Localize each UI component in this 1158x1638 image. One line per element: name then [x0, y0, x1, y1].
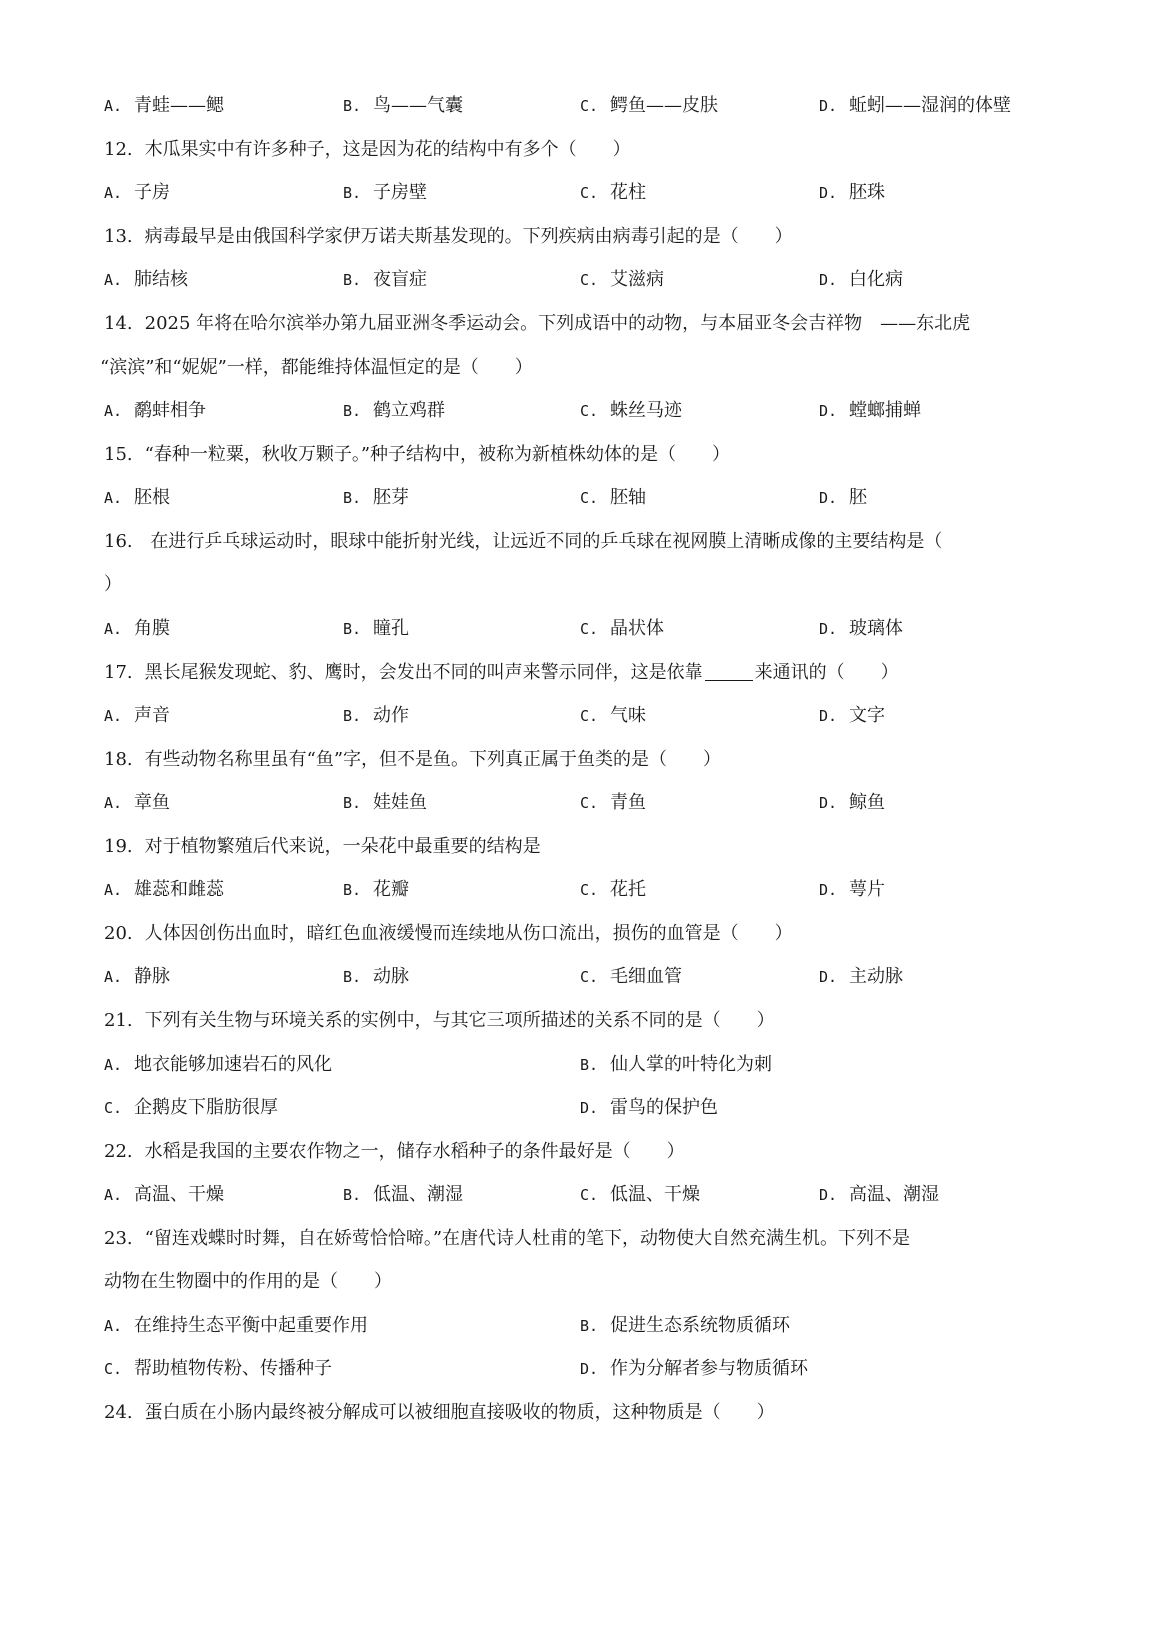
- q20-option-b[interactable]: B. 动脉: [343, 966, 409, 987]
- q13-option-c[interactable]: C. 艾滋病: [580, 269, 664, 290]
- q15-stem: 15. “春种一粒粟，秋收万颗子。”种子结构中，被称为新植株幼体的是（ ）: [104, 444, 731, 465]
- q16-options: [0, 614, 1158, 644]
- q14-options: [0, 396, 1158, 426]
- q23-option-d[interactable]: D. 作为分解者参与物质循环: [580, 1358, 808, 1379]
- q12-options: [0, 178, 1158, 208]
- q15-options: [0, 483, 1158, 513]
- q18-option-a[interactable]: A. 章鱼: [104, 792, 170, 813]
- q20-option-a[interactable]: A. 静脉: [104, 966, 170, 987]
- q12-option-c[interactable]: C. 花柱: [580, 182, 646, 203]
- q22-option-d[interactable]: D. 高温、潮湿: [819, 1184, 939, 1205]
- q14-stem-cont: “滨滨”和“妮妮”一样，都能维持体温恒定的是（ ）: [100, 357, 533, 378]
- q19-option-b[interactable]: B. 花瓣: [343, 879, 409, 900]
- q16-option-d[interactable]: D. 玻璃体: [819, 618, 903, 639]
- q21-option-d[interactable]: D. 雷鸟的保护色: [580, 1097, 718, 1118]
- q19-options: [0, 875, 1158, 905]
- q15-option-a[interactable]: A. 胚根: [104, 487, 170, 508]
- q14-option-a[interactable]: A. 鹬蚌相争: [104, 400, 206, 421]
- q21-option-b[interactable]: B. 仙人掌的叶特化为刺: [580, 1054, 772, 1075]
- q21-options-row1: [0, 1050, 1158, 1080]
- q11-option-b[interactable]: B. 鸟——气囊: [343, 95, 463, 116]
- q14-option-d[interactable]: D. 螳螂捕蝉: [819, 400, 921, 421]
- q15-option-d[interactable]: D. 胚: [819, 487, 867, 508]
- q17-option-a[interactable]: A. 声音: [104, 705, 170, 726]
- q23-option-a[interactable]: A. 在维持生态平衡中起重要作用: [104, 1315, 368, 1336]
- q13-option-b[interactable]: B. 夜盲症: [343, 269, 427, 290]
- q15-option-c[interactable]: C. 胚轴: [580, 487, 646, 508]
- q18-option-c[interactable]: C. 青鱼: [580, 792, 646, 813]
- q16-stem-cont: ）: [104, 574, 122, 595]
- q23-option-b[interactable]: B. 促进生态系统物质循环: [580, 1315, 790, 1336]
- q18-options: [0, 788, 1158, 818]
- q13-options: [0, 265, 1158, 295]
- q20-stem: 20. 人体因创伤出血时，暗红色血液缓慢而连续地从伤口流出，损伤的血管是（ ）: [104, 923, 793, 944]
- q23-options-row1: [0, 1311, 1158, 1341]
- q23-option-c[interactable]: C. 帮助植物传粉、传播种子: [104, 1358, 332, 1379]
- q21-stem: 21. 下列有关生物与环境关系的实例中，与其它三项所描述的关系不同的是（ ）: [104, 1010, 775, 1031]
- q16-option-a[interactable]: A. 角膜: [104, 618, 170, 639]
- q11-options: [0, 91, 1158, 121]
- q22-option-c[interactable]: C. 低温、干燥: [580, 1184, 700, 1205]
- q22-option-a[interactable]: A. 高温、干燥: [104, 1184, 224, 1205]
- q23-stem: 23. “留连戏蝶时时舞，自在娇莺恰恰啼。”在唐代诗人杜甫的笔下，动物使大自然充满生机。下列不是: [104, 1228, 911, 1249]
- q18-option-d[interactable]: D. 鲸鱼: [819, 792, 885, 813]
- q22-option-b[interactable]: B. 低温、潮湿: [343, 1184, 463, 1205]
- q17-option-b[interactable]: B. 动作: [343, 705, 409, 726]
- q15-option-b[interactable]: B. 胚芽: [343, 487, 409, 508]
- q19-option-a[interactable]: A. 雄蕊和雌蕊: [104, 879, 224, 900]
- q16-stem: 16. 在进行乒乓球运动时，眼球中能折射光线，让远近不同的乒乓球在视网膜上清晰成像的主要结构是（: [104, 531, 943, 552]
- q11-option-a[interactable]: A. 青蛙——鳃: [104, 95, 224, 116]
- q19-stem: 19. 对于植物繁殖后代来说，一朵花中最重要的结构是: [104, 836, 541, 857]
- q17-stem: 17. 黑长尾猴发现蛇、豹、鹰时，会发出不同的叫声来警示同伴，这是依靠 来通讯的（ ）: [104, 662, 899, 683]
- q12-option-b[interactable]: B. 子房壁: [343, 182, 427, 203]
- q17-option-d[interactable]: D. 文字: [819, 705, 885, 726]
- q14-option-b[interactable]: B. 鹤立鸡群: [343, 400, 445, 421]
- q12-option-d[interactable]: D. 胚珠: [819, 182, 885, 203]
- q13-option-a[interactable]: A. 肺结核: [104, 269, 188, 290]
- q20-options: [0, 962, 1158, 992]
- q18-option-b[interactable]: B. 娃娃鱼: [343, 792, 427, 813]
- q24-stem: 24. 蛋白质在小肠内最终被分解成可以被细胞直接吸收的物质，这种物质是（ ）: [104, 1402, 775, 1423]
- q11-option-c[interactable]: C. 鳄鱼——皮肤: [580, 95, 718, 116]
- answer-blank[interactable]: [705, 660, 753, 681]
- q16-option-c[interactable]: C. 晶状体: [580, 618, 664, 639]
- q11-option-d[interactable]: D. 蚯蚓——湿润的体壁: [819, 95, 1011, 116]
- q18-stem: 18. 有些动物名称里虽有“鱼”字，但不是鱼。下列真正属于鱼类的是（ ）: [104, 749, 722, 770]
- q17-option-c[interactable]: C. 气味: [580, 705, 646, 726]
- q19-option-c[interactable]: C. 花托: [580, 879, 646, 900]
- q20-option-d[interactable]: D. 主动脉: [819, 966, 903, 987]
- q23-stem-cont: 动物在生物圈中的作用的是（ ）: [104, 1271, 392, 1292]
- q21-option-a[interactable]: A. 地衣能够加速岩石的风化: [104, 1054, 332, 1075]
- q16-option-b[interactable]: B. 瞳孔: [343, 618, 409, 639]
- q12-stem: 12. 木瓜果实中有许多种子，这是因为花的结构中有多个（ ）: [104, 139, 631, 160]
- q22-stem: 22. 水稻是我国的主要农作物之一，储存水稻种子的条件最好是（ ）: [104, 1141, 685, 1162]
- q20-option-c[interactable]: C. 毛细血管: [580, 966, 682, 987]
- q14-stem: 14. 2025 年将在哈尔滨举办第九届亚洲冬季运动会。下列成语中的动物，与本届亚冬会吉祥物 ——东北虎: [104, 313, 971, 334]
- q22-options: [0, 1180, 1158, 1210]
- q21-options-row2: [0, 1093, 1158, 1123]
- q14-option-c[interactable]: C. 蛛丝马迹: [580, 400, 682, 421]
- q23-options-row2: [0, 1354, 1158, 1384]
- q19-option-d[interactable]: D. 萼片: [819, 879, 885, 900]
- q13-stem: 13. 病毒最早是由俄国科学家伊万诺夫斯基发现的。下列疾病由病毒引起的是（ ）: [104, 226, 793, 247]
- q21-option-c[interactable]: C. 企鹅皮下脂肪很厚: [104, 1097, 278, 1118]
- q17-options: [0, 701, 1158, 731]
- q13-option-d[interactable]: D. 白化病: [819, 269, 903, 290]
- q12-option-a[interactable]: A. 子房: [104, 182, 170, 203]
